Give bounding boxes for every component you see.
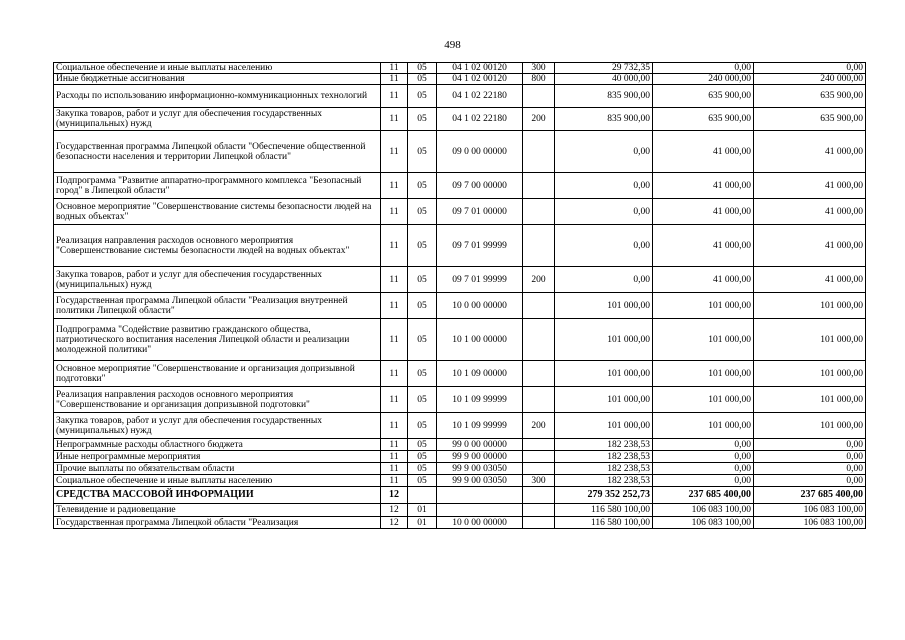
section-code: 11 [381, 439, 408, 451]
amount-year-2: 101 000,00 [653, 319, 754, 361]
table-row [54, 74, 866, 85]
row-name: Основное мероприятие "Совершенствование и организация допризывной подготовки" [54, 361, 381, 387]
amount-year-3: 41 000,00 [754, 225, 866, 267]
expense-type-code [523, 319, 555, 361]
table-row [54, 108, 866, 131]
amount-year-2: 0,00 [653, 451, 754, 463]
amount-year-2: 0,00 [653, 439, 754, 451]
amount-year-3: 41 000,00 [754, 267, 866, 293]
target-article-code: 09 0 00 00000 [437, 131, 523, 173]
subsection-code: 05 [408, 463, 437, 475]
expense-type-code: 200 [523, 108, 555, 131]
amount-year-1: 101 000,00 [555, 319, 653, 361]
row-name: Прочие выплаты по обязательствам области [54, 463, 381, 475]
amount-year-1: 0,00 [555, 199, 653, 225]
subsection-code: 05 [408, 108, 437, 131]
section-code: 11 [381, 199, 408, 225]
section-code: 11 [381, 131, 408, 173]
section-code: 12 [381, 517, 408, 529]
subsection-code: 05 [408, 199, 437, 225]
row-name: Телевидение и радиовещание [54, 504, 381, 517]
expense-type-code [523, 439, 555, 451]
amount-year-1: 116 580 100,00 [555, 504, 653, 517]
subsection-code: 05 [408, 451, 437, 463]
section-code: 11 [381, 463, 408, 475]
expense-type-code: 300 [523, 63, 555, 74]
section-code: 11 [381, 267, 408, 293]
subsection-code: 05 [408, 173, 437, 199]
table-row [54, 361, 866, 387]
section-code: 11 [381, 361, 408, 387]
row-name: Основное мероприятие "Совершенствование системы безопасности людей на водных объектах" [54, 199, 381, 225]
amount-year-3: 101 000,00 [754, 387, 866, 413]
subsection-code: 01 [408, 517, 437, 529]
row-name: Закупка товаров, работ и услуг для обеспечения государственных (муниципальных) нужд [54, 267, 381, 293]
section-code: 11 [381, 74, 408, 85]
amount-year-2: 106 083 100,00 [653, 504, 754, 517]
target-article-code: 09 7 01 99999 [437, 225, 523, 267]
target-article-code: 10 0 00 00000 [437, 517, 523, 529]
amount-year-3: 41 000,00 [754, 131, 866, 173]
target-article-code: 04 1 02 00120 [437, 63, 523, 74]
amount-year-3: 101 000,00 [754, 319, 866, 361]
amount-year-3: 0,00 [754, 475, 866, 487]
section-code: 11 [381, 63, 408, 74]
amount-year-3: 41 000,00 [754, 173, 866, 199]
subsection-code: 05 [408, 267, 437, 293]
section-code: 11 [381, 451, 408, 463]
amount-year-3: 0,00 [754, 439, 866, 451]
subsection-code: 05 [408, 413, 437, 439]
amount-year-1: 101 000,00 [555, 293, 653, 319]
expense-type-code [523, 199, 555, 225]
subsection-code: 05 [408, 74, 437, 85]
table-row [54, 451, 866, 463]
target-article-code [437, 504, 523, 517]
amount-year-1: 182 238,53 [555, 475, 653, 487]
amount-year-3: 240 000,00 [754, 74, 866, 85]
expense-type-code [523, 361, 555, 387]
amount-year-2: 41 000,00 [653, 199, 754, 225]
subsection-code: 05 [408, 293, 437, 319]
row-name: Расходы по использованию информационно-коммуникационных технологий [54, 85, 381, 108]
section-code: 12 [381, 504, 408, 517]
subsection-code: 05 [408, 387, 437, 413]
row-name: Закупка товаров, работ и услуг для обеспечения государственных (муниципальных) нужд [54, 108, 381, 131]
section-code: 11 [381, 319, 408, 361]
subsection-code: 05 [408, 361, 437, 387]
target-article-code: 99 9 00 03050 [437, 475, 523, 487]
expense-type-code [523, 293, 555, 319]
amount-year-3: 101 000,00 [754, 293, 866, 319]
amount-year-3: 0,00 [754, 63, 866, 74]
amount-year-1: 0,00 [555, 131, 653, 173]
row-name: Закупка товаров, работ и услуг для обеспечения государственных (муниципальных) нужд [54, 413, 381, 439]
amount-year-2: 41 000,00 [653, 267, 754, 293]
amount-year-1: 279 352 252,73 [555, 487, 653, 504]
row-name: СРЕДСТВА МАССОВОЙ ИНФОРМАЦИИ [54, 487, 381, 504]
expense-type-code [523, 173, 555, 199]
amount-year-3: 0,00 [754, 451, 866, 463]
amount-year-2: 635 900,00 [653, 108, 754, 131]
target-article-code: 99 0 00 00000 [437, 439, 523, 451]
amount-year-1: 40 000,00 [555, 74, 653, 85]
section-code: 11 [381, 108, 408, 131]
amount-year-1: 29 732,35 [555, 63, 653, 74]
section-code: 11 [381, 475, 408, 487]
row-name: Иные непрограммные мероприятия [54, 451, 381, 463]
amount-year-3: 101 000,00 [754, 413, 866, 439]
amount-year-1: 116 580 100,00 [555, 517, 653, 529]
amount-year-2: 41 000,00 [653, 225, 754, 267]
section-code: 11 [381, 225, 408, 267]
amount-year-3: 101 000,00 [754, 361, 866, 387]
amount-year-1: 182 238,53 [555, 439, 653, 451]
row-name: Социальное обеспечение и иные выплаты населению [54, 475, 381, 487]
amount-year-1: 101 000,00 [555, 413, 653, 439]
row-name: Государственная программа Липецкой области "Реализация [54, 517, 381, 529]
expense-type-code [523, 131, 555, 173]
amount-year-2: 101 000,00 [653, 387, 754, 413]
table-row [54, 85, 866, 108]
expense-type-code [523, 225, 555, 267]
expense-type-code [523, 85, 555, 108]
section-code: 11 [381, 293, 408, 319]
amount-year-2: 0,00 [653, 463, 754, 475]
amount-year-1: 0,00 [555, 225, 653, 267]
table-row [54, 487, 866, 504]
table-row [54, 199, 866, 225]
subsection-code: 05 [408, 475, 437, 487]
table-row [54, 225, 866, 267]
expense-type-code [523, 517, 555, 529]
expense-type-code: 200 [523, 413, 555, 439]
target-article-code: 10 0 00 00000 [437, 293, 523, 319]
amount-year-1: 0,00 [555, 267, 653, 293]
section-code: 12 [381, 487, 408, 504]
budget-table [53, 62, 866, 529]
table-row [54, 63, 866, 74]
target-article-code [437, 487, 523, 504]
target-article-code: 04 1 02 22180 [437, 85, 523, 108]
amount-year-1: 182 238,53 [555, 463, 653, 475]
table-row [54, 173, 866, 199]
amount-year-3: 635 900,00 [754, 85, 866, 108]
subsection-code: 05 [408, 63, 437, 74]
target-article-code: 09 7 00 00000 [437, 173, 523, 199]
expense-type-code: 300 [523, 475, 555, 487]
amount-year-3: 0,00 [754, 463, 866, 475]
row-name: Подпрограмма "Развитие аппаратно-программного комплекса "Безопасный город" в Липецкой области" [54, 173, 381, 199]
row-name: Реализация направления расходов основного мероприятия "Совершенствование и организация допризывной подготовки" [54, 387, 381, 413]
expense-type-code: 200 [523, 267, 555, 293]
table-row [54, 439, 866, 451]
expense-type-code: 800 [523, 74, 555, 85]
target-article-code: 10 1 00 00000 [437, 319, 523, 361]
section-code: 11 [381, 387, 408, 413]
expense-type-code [523, 463, 555, 475]
table-row [54, 517, 866, 529]
amount-year-1: 182 238,53 [555, 451, 653, 463]
target-article-code: 10 1 09 99999 [437, 413, 523, 439]
section-code: 11 [381, 413, 408, 439]
target-article-code: 10 1 09 00000 [437, 361, 523, 387]
row-name: Государственная программа Липецкой области "Обеспечение общественной безопасности населения и территории Липецкой области" [54, 131, 381, 173]
row-name: Социальное обеспечение и иные выплаты населению [54, 63, 381, 74]
row-name: Реализация направления расходов основного мероприятия "Совершенствование системы безопасности людей на водных объектах" [54, 225, 381, 267]
target-article-code: 04 1 02 22180 [437, 108, 523, 131]
table-body [54, 63, 866, 529]
target-article-code: 04 1 02 00120 [437, 74, 523, 85]
amount-year-1: 835 900,00 [555, 85, 653, 108]
expense-type-code [523, 451, 555, 463]
amount-year-1: 835 900,00 [555, 108, 653, 131]
amount-year-3: 106 083 100,00 [754, 517, 866, 529]
amount-year-2: 635 900,00 [653, 85, 754, 108]
target-article-code: 09 7 01 00000 [437, 199, 523, 225]
amount-year-1: 0,00 [555, 173, 653, 199]
table-row [54, 293, 866, 319]
expense-type-code [523, 504, 555, 517]
target-article-code: 99 9 00 03050 [437, 463, 523, 475]
table-row [54, 504, 866, 517]
amount-year-3: 237 685 400,00 [754, 487, 866, 504]
amount-year-2: 237 685 400,00 [653, 487, 754, 504]
row-name: Подпрограмма "Содействие развитию гражданского общества, патриотического воспитания населения Липецкой области и реализации молодежной политики" [54, 319, 381, 361]
target-article-code: 09 7 01 99999 [437, 267, 523, 293]
amount-year-3: 106 083 100,00 [754, 504, 866, 517]
subsection-code: 05 [408, 439, 437, 451]
amount-year-3: 41 000,00 [754, 199, 866, 225]
subsection-code [408, 487, 437, 504]
table-row [54, 131, 866, 173]
row-name: Государственная программа Липецкой области "Реализация внутренней политики Липецкой области" [54, 293, 381, 319]
table-row [54, 387, 866, 413]
row-name: Иные бюджетные ассигнования [54, 74, 381, 85]
amount-year-2: 0,00 [653, 63, 754, 74]
amount-year-1: 101 000,00 [555, 387, 653, 413]
amount-year-2: 106 083 100,00 [653, 517, 754, 529]
subsection-code: 05 [408, 319, 437, 361]
amount-year-2: 101 000,00 [653, 413, 754, 439]
subsection-code: 05 [408, 225, 437, 267]
amount-year-2: 41 000,00 [653, 173, 754, 199]
subsection-code: 01 [408, 504, 437, 517]
amount-year-2: 240 000,00 [653, 74, 754, 85]
target-article-code: 10 1 09 99999 [437, 387, 523, 413]
expense-type-code [523, 387, 555, 413]
subsection-code: 05 [408, 85, 437, 108]
row-name: Непрограммные расходы областного бюджета [54, 439, 381, 451]
target-article-code: 99 9 00 00000 [437, 451, 523, 463]
table-row [54, 463, 866, 475]
amount-year-2: 0,00 [653, 475, 754, 487]
subsection-code: 05 [408, 131, 437, 173]
page-number: 498 [444, 39, 461, 51]
amount-year-3: 635 900,00 [754, 108, 866, 131]
table-row [54, 413, 866, 439]
section-code: 11 [381, 85, 408, 108]
amount-year-2: 101 000,00 [653, 293, 754, 319]
table-row [54, 319, 866, 361]
table-row [54, 475, 866, 487]
amount-year-1: 101 000,00 [555, 361, 653, 387]
amount-year-2: 41 000,00 [653, 131, 754, 173]
section-code: 11 [381, 173, 408, 199]
table-row [54, 267, 866, 293]
expense-type-code [523, 487, 555, 504]
amount-year-2: 101 000,00 [653, 361, 754, 387]
